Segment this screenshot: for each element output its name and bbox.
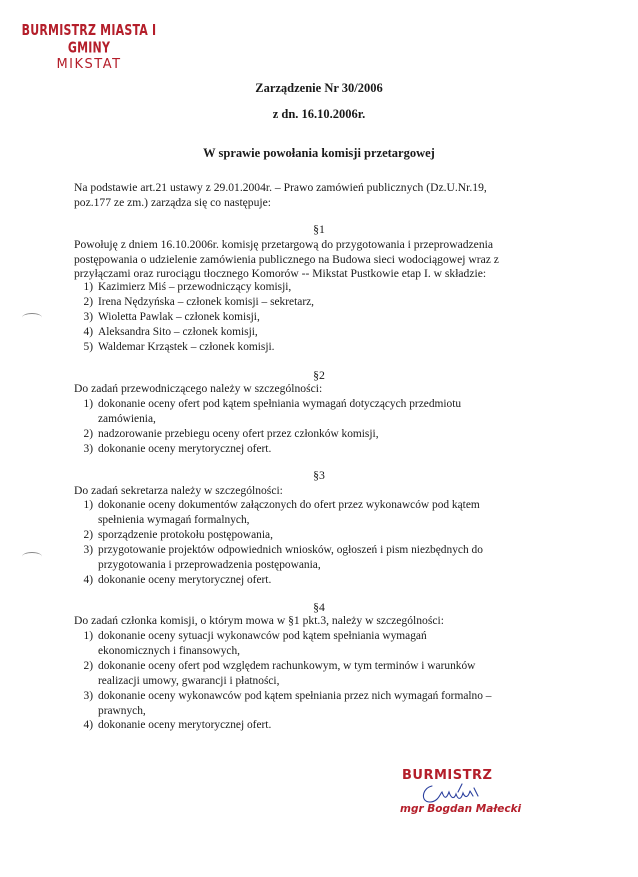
list-item xyxy=(73,498,553,528)
signature-stamp-title: BURMISTRZ xyxy=(402,768,493,783)
list-number: 3) xyxy=(83,442,93,455)
list-number: 3) xyxy=(83,689,93,702)
item-text-continued: realizacji umowy, gwarancji i płatności, xyxy=(98,674,280,687)
document-date: z dn. 16.10.2006r. xyxy=(272,107,366,121)
section-1-heading: §1 xyxy=(313,222,325,236)
list-item xyxy=(73,543,553,573)
item-text: nadzorowanie przebiegu oceny ofert przez członków komisji, xyxy=(98,427,379,440)
item-text: przygotowanie projektów odpowiednich wniosków, ogłoszeń i pism niezbędnych do xyxy=(98,543,483,556)
list-number: 2) xyxy=(83,427,93,440)
list-item xyxy=(73,427,553,442)
secretary-duties-list xyxy=(73,498,553,587)
member-duties-list xyxy=(73,629,553,733)
member-text: Kazimierz Miś – przewodniczący komisji, xyxy=(98,281,292,293)
list-number: 4) xyxy=(83,719,93,732)
preamble-line: Na podstawie art.21 ustawy z 29.01.2004r. – Prawo zamówień publicznych (Dz.U.Nr.19, xyxy=(74,181,487,194)
list-item xyxy=(73,718,553,733)
list-item xyxy=(73,573,553,588)
section-3-intro: Do zadań sekretarza należy w szczególności: xyxy=(74,484,283,497)
list-item xyxy=(73,340,314,355)
list-item xyxy=(73,442,553,457)
item-text-continued: przygotowania i przeprowadzenia postępowania, xyxy=(98,558,321,571)
list-number: 2) xyxy=(83,295,93,308)
office-stamp xyxy=(14,21,164,72)
punch-mark xyxy=(22,552,42,561)
list-number: 4) xyxy=(83,573,93,586)
item-text: dokonanie oceny merytorycznej ofert. xyxy=(98,719,272,732)
list-number: 2) xyxy=(83,528,93,541)
item-text: dokonanie oceny merytorycznej ofert. xyxy=(98,573,272,586)
member-text: Waldemar Krząstek – członek komisji. xyxy=(98,340,275,353)
list-item xyxy=(73,528,553,543)
section-1-text-line: postępowania o udzielenie zamówienia publicznego na Budowa sieci wodociągowej wraz z xyxy=(74,252,499,266)
item-text-continued: ekonomicznych i finansowych, xyxy=(98,644,241,657)
item-text: dokonanie oceny sytuacji wykonawców pod kątem spełniania wymagań xyxy=(98,630,427,642)
section-3-heading: §3 xyxy=(313,468,325,482)
item-text-continued: zamówienia, xyxy=(98,412,156,425)
member-text: Aleksandra Sito – członek komisji, xyxy=(98,325,258,338)
list-number: 1) xyxy=(83,398,93,410)
section-1-text xyxy=(74,238,554,282)
list-number: 1) xyxy=(83,281,93,293)
list-item xyxy=(73,280,314,295)
list-number: 3) xyxy=(83,543,93,556)
stamp-town: MIKSTAT xyxy=(56,57,122,72)
section-1-text-line: przyłączami oraz rurociągu tłocznego Komorów -- Mikstat Pustkowie etap I. w składzie: xyxy=(74,267,487,281)
list-number: 5) xyxy=(83,340,93,353)
document-subject: W sprawie powołania komisji przetargowej xyxy=(203,146,435,160)
stamp-office-title: BURMISTRZ MIASTA I GMINY xyxy=(21,21,157,57)
list-number: 1) xyxy=(83,499,93,511)
item-text-continued: prawnych, xyxy=(98,704,146,717)
list-number: 2) xyxy=(83,659,93,672)
item-text: sporządzenie protokołu postępowania, xyxy=(98,528,273,541)
list-item xyxy=(73,325,314,340)
list-number: 4) xyxy=(83,325,93,338)
list-item xyxy=(73,310,314,325)
signatory-name: mgr Bogdan Małecki xyxy=(400,803,522,815)
list-item xyxy=(73,397,553,427)
section-4-heading: §4 xyxy=(313,600,325,614)
item-text-continued: spełnienia wymagań formalnych, xyxy=(98,513,250,526)
member-text: Wioletta Pawlak – członek komisji, xyxy=(98,310,260,323)
chairman-duties-list xyxy=(73,397,553,457)
list-item xyxy=(73,295,314,310)
section-2-intro: Do zadań przewodniczącego należy w szczególności: xyxy=(74,382,323,395)
section-2-heading: §2 xyxy=(313,368,325,382)
section-1-text-line: Powołuję z dniem 16.10.2006r. komisję przetargową do przygotowania i przeprowadzenia xyxy=(74,238,493,251)
punch-mark xyxy=(22,313,42,322)
list-number: 3) xyxy=(83,310,93,323)
preamble xyxy=(74,181,544,210)
preamble-line: poz.177 ze zm.) zarządza się co następuje: xyxy=(74,195,271,209)
item-text: dokonanie oceny wykonawców pod kątem spełniania przez nich wymagań formalno – xyxy=(98,689,492,702)
member-list xyxy=(73,280,314,355)
list-number: 1) xyxy=(83,630,93,642)
item-text: dokonanie oceny dokumentów załączonych do ofert przez wykonawców pod kątem xyxy=(98,499,480,511)
document-title: Zarządzenie Nr 30/2006 xyxy=(255,81,383,95)
item-text: dokonanie oceny ofert pod kątem spełniania wymagań dotyczących przedmiotu xyxy=(98,398,462,410)
section-4-intro: Do zadań członka komisji, o którym mowa w §1 pkt.3, należy w szczególności: xyxy=(74,614,444,627)
item-text: dokonanie oceny merytorycznej ofert. xyxy=(98,442,272,455)
item-text: dokonanie oceny ofert pod względem rachunkowym, w tym terminów i warunków xyxy=(98,659,476,672)
list-item xyxy=(73,659,553,689)
list-item xyxy=(73,689,553,719)
list-item xyxy=(73,629,553,659)
member-text: Irena Nędzyńska – członek komisji – sekretarz, xyxy=(98,295,315,308)
